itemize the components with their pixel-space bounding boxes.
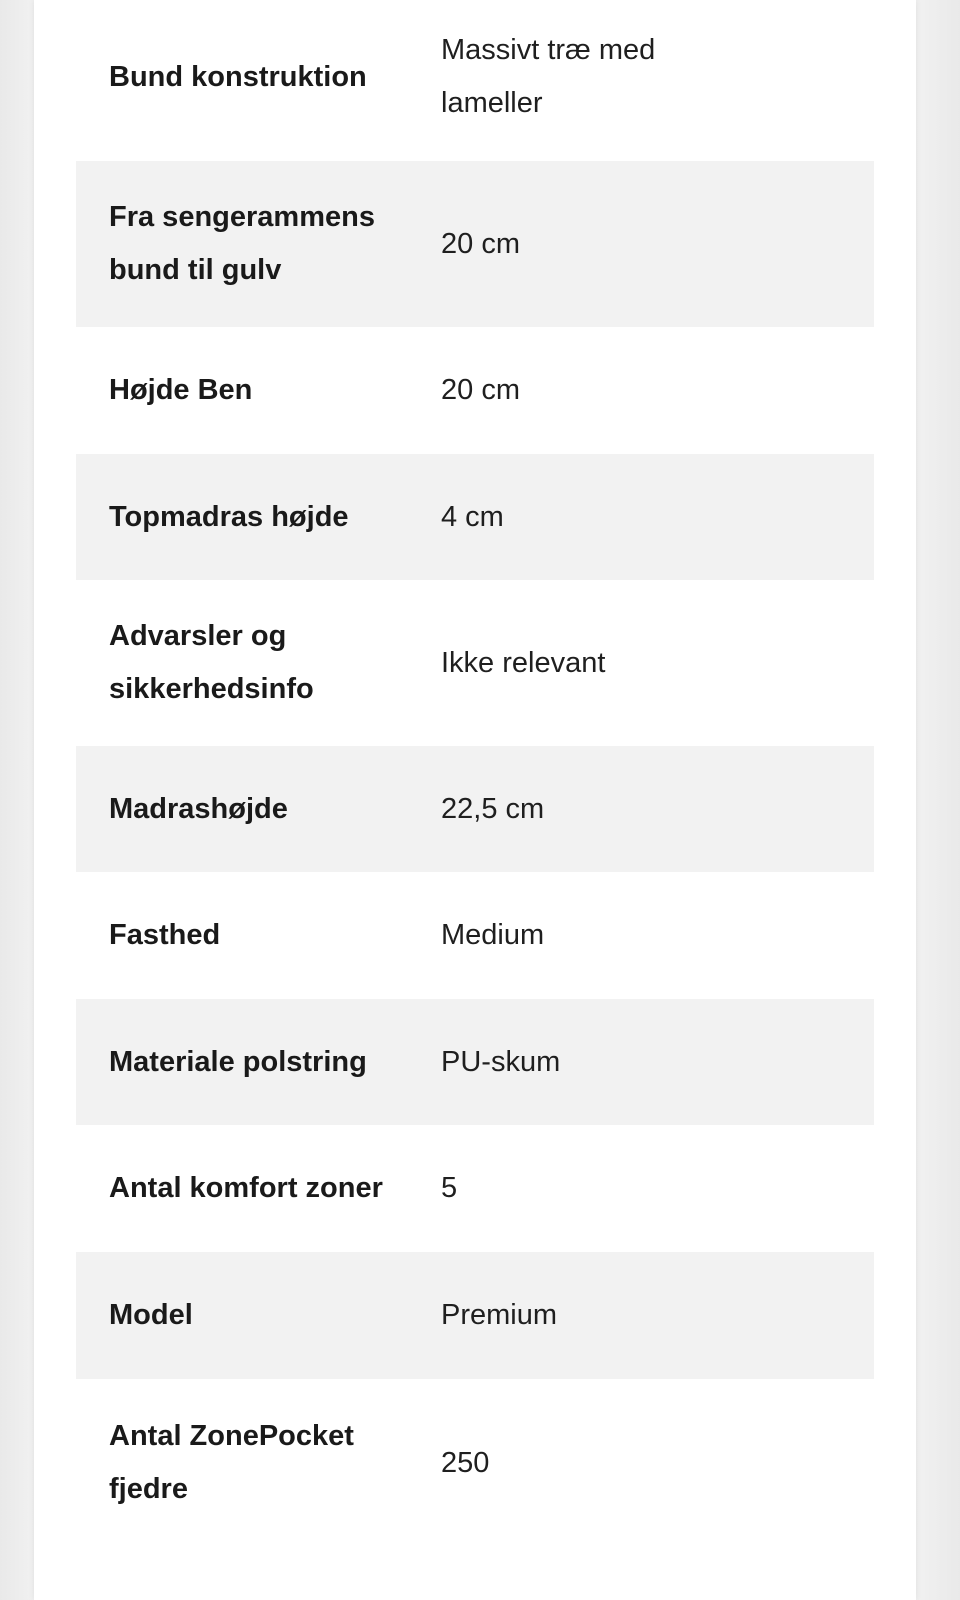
spec-value: 250 [441, 1446, 490, 1479]
spec-row-materiale-polstring [76, 999, 874, 1125]
spec-label: Fasthed [109, 919, 221, 951]
page-margin-right [916, 0, 960, 1600]
spec-value: Ikke relevant [441, 646, 606, 679]
spec-label: Antal komfort zoner [109, 1172, 383, 1204]
spec-label: Madrashøjde [109, 792, 288, 825]
spec-value: 20 cm [441, 374, 520, 406]
spec-label: Bund konstruktion [109, 60, 367, 93]
spec-row-bund-konstruktion [76, 0, 874, 161]
product-specifications-card [34, 0, 916, 1600]
spec-value: PU-skum [441, 1045, 561, 1078]
spec-row-advarsler [76, 580, 874, 746]
spec-value: Massivt træ med lameller [441, 34, 656, 119]
spec-label: Antal ZonePocket fjedre [109, 1420, 354, 1505]
spec-value: Medium [441, 919, 545, 951]
spec-row-fra-sengerammens-bund [76, 161, 874, 327]
spec-row-topmadras-hojde [76, 454, 874, 580]
spec-value: 20 cm [441, 227, 520, 260]
spec-row-hojde-ben [76, 327, 874, 454]
page-margin-left [0, 0, 34, 1600]
spec-row-fasthed [76, 872, 874, 999]
spec-value: Premium [441, 1299, 558, 1331]
specifications-table [76, 0, 874, 1547]
spec-row-antal-zonepocket-fjedre [76, 1379, 874, 1547]
spec-label: Materiale polstring [109, 1045, 367, 1078]
spec-value: 22,5 cm [441, 792, 545, 825]
spec-row-madrashojde [76, 746, 874, 872]
spec-label: Fra sengerammens bund til gulv [109, 201, 375, 286]
spec-value: 5 [441, 1172, 458, 1204]
spec-label: Topmadras højde [109, 500, 349, 533]
spec-label: Højde Ben [109, 374, 253, 406]
spec-value: 4 cm [441, 500, 504, 533]
spec-row-antal-komfort-zoner [76, 1125, 874, 1252]
spec-label: Model [109, 1299, 193, 1331]
spec-label: Advarsler og sikkerhedsinfo [109, 620, 314, 705]
spec-row-model [76, 1252, 874, 1379]
